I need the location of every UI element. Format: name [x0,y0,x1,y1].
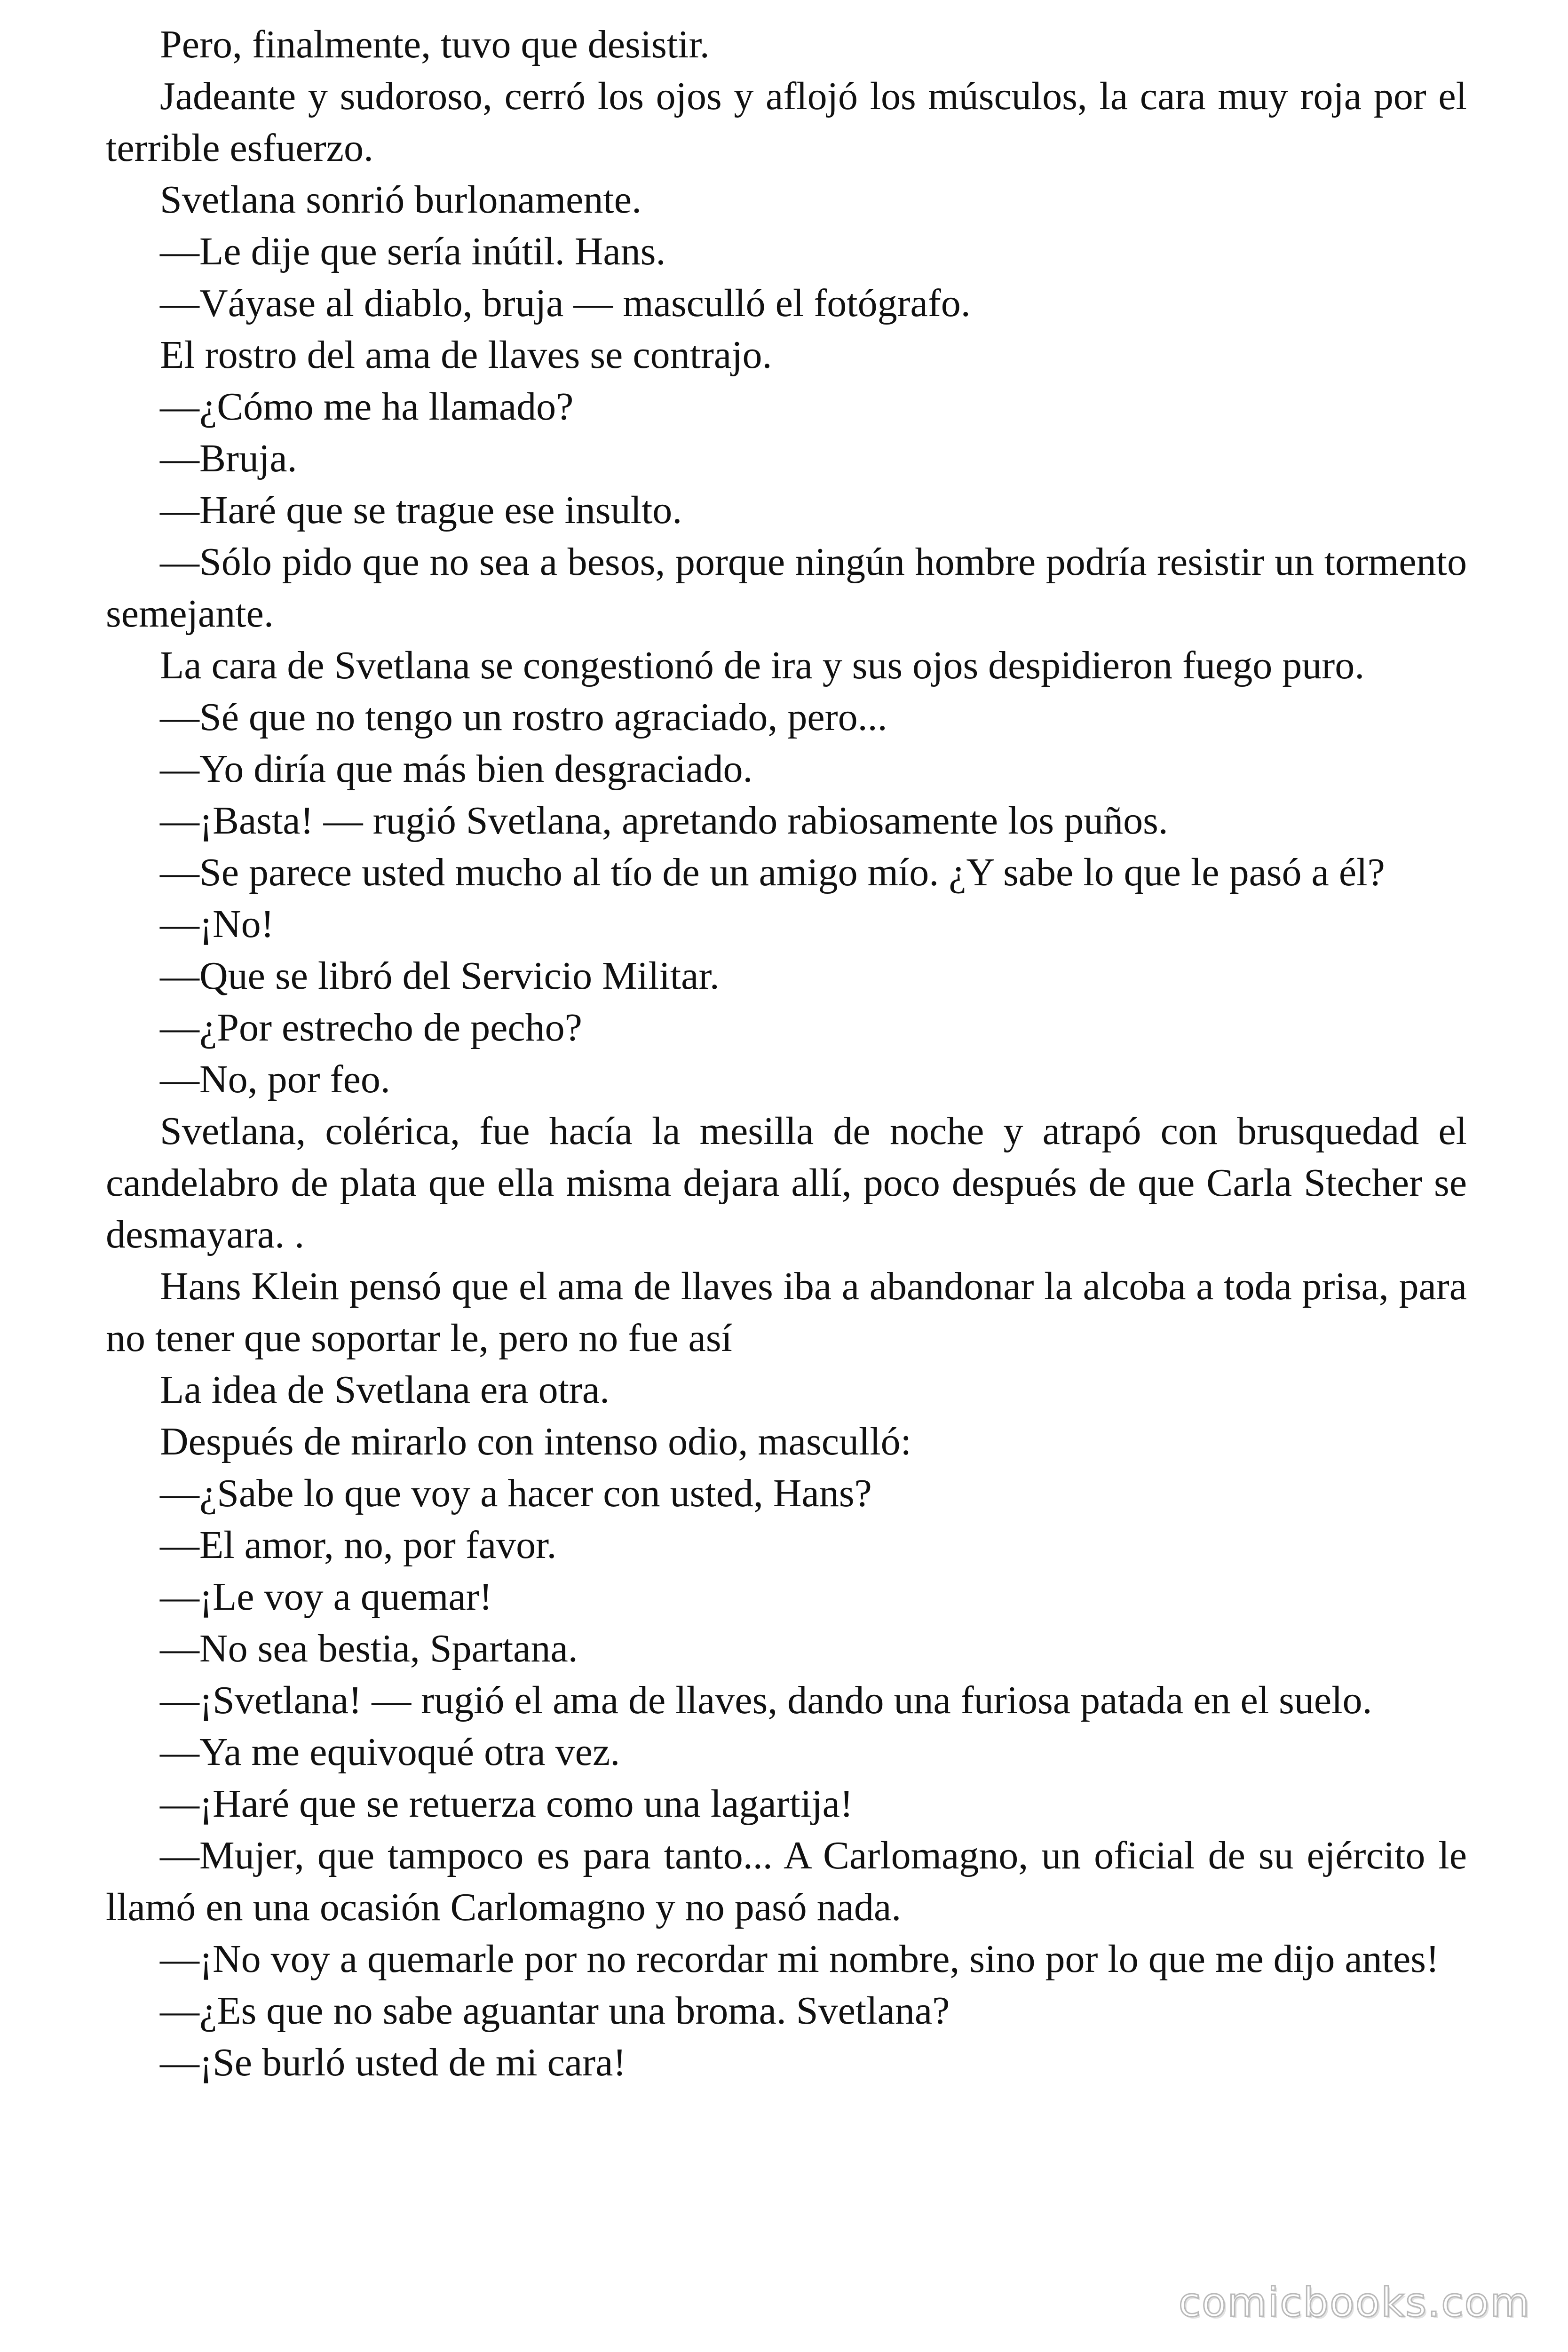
paragraph: —¡Se burló usted de mi cara! [160,2041,626,2084]
paragraph: Después de mirarlo con intenso odio, masculló: [160,1420,912,1463]
paragraph: —Mujer, que tampoco es para tanto... A Carlomagno, un oficial de su ejército le llamó en una ocasión Carlomagno y no pasó nada. [106,1834,1467,1929]
paragraph: —Que se libró del Servicio Militar. [160,954,720,998]
paragraph: Jadeante y sudoroso, cerró los ojos y aflojó los músculos, la cara muy roja por el terrible esfuerzo. [106,74,1467,170]
paragraph: —Ya me equivoqué otra vez. [160,1730,620,1774]
paragraph: —¡No voy a quemarle por no recordar mi nombre, sino por lo que me dijo antes! [160,1937,1439,1981]
paragraph: La idea de Svetlana era otra. [160,1368,610,1412]
paragraph: Svetlana sonrió burlonamente. [160,178,642,222]
paragraph: —¡Le voy a quemar! [160,1575,492,1619]
paragraph: —Sé que no tengo un rostro agraciado, pero... [160,695,887,739]
paragraph: —¡Haré que se retuerza como una lagartija! [160,1782,853,1826]
paragraph: —¡No! [160,902,274,946]
paragraph: La cara de Svetlana se congestionó de ira y sus ojos despidieron fuego puro. [160,644,1365,687]
paragraph: —Sólo pido que no sea a besos, porque ningún hombre podría resistir un tormento semejante. [106,540,1467,636]
paragraph: —¿Sabe lo que voy a hacer con usted, Hans? [160,1471,872,1515]
paragraph: —Le dije que sería inútil. Hans. [160,230,666,273]
paragraph: —¡Basta! — rugió Svetlana, apretando rabiosamente los puños. [160,799,1168,842]
paragraph: —No, por feo. [160,1057,390,1101]
paragraph: —Váyase al diablo, bruja — masculló el fotógrafo. [160,281,971,325]
paragraph: —¿Cómo me ha llamado? [160,385,574,429]
paragraph: El rostro del ama de llaves se contrajo. [160,333,772,377]
document-page [106,19,1467,2089]
paragraph: Hans Klein pensó que el ama de llaves iba a abandonar la alcoba a toda prisa, para no tener que soportar le, pero no fue así [106,1264,1467,1360]
paragraph: —Haré que se trague ese insulto. [160,488,682,532]
paragraph: —Se parece usted mucho al tío de un amigo mío. ¿Y sabe lo que le pasó a él? [160,850,1385,894]
paragraph: Svetlana, colérica, fue hacía la mesilla de noche y atrapó con brusquedad el candelabro de plata que ella misma dejara allí, poco después de que Carla Stecher se desmayara. . [106,1109,1467,1256]
paragraph: —El amor, no, por favor. [160,1523,557,1567]
paragraph: —Bruja. [160,437,297,480]
paragraph: —Yo diría que más bien desgraciado. [160,747,753,791]
paragraph: Pero, finalmente, tuvo que desistir. [160,23,710,66]
paragraph: —¿Por estrecho de pecho? [160,1006,582,1049]
site-watermark: comicbooks.com [1178,2279,1530,2326]
paragraph: —No sea bestia, Spartana. [160,1627,578,1670]
paragraph: —¿Es que no sabe aguantar una broma. Svetlana? [160,1989,950,2033]
paragraph: —¡Svetlana! — rugió el ama de llaves, dando una furiosa patada en el suelo. [160,1678,1372,1722]
